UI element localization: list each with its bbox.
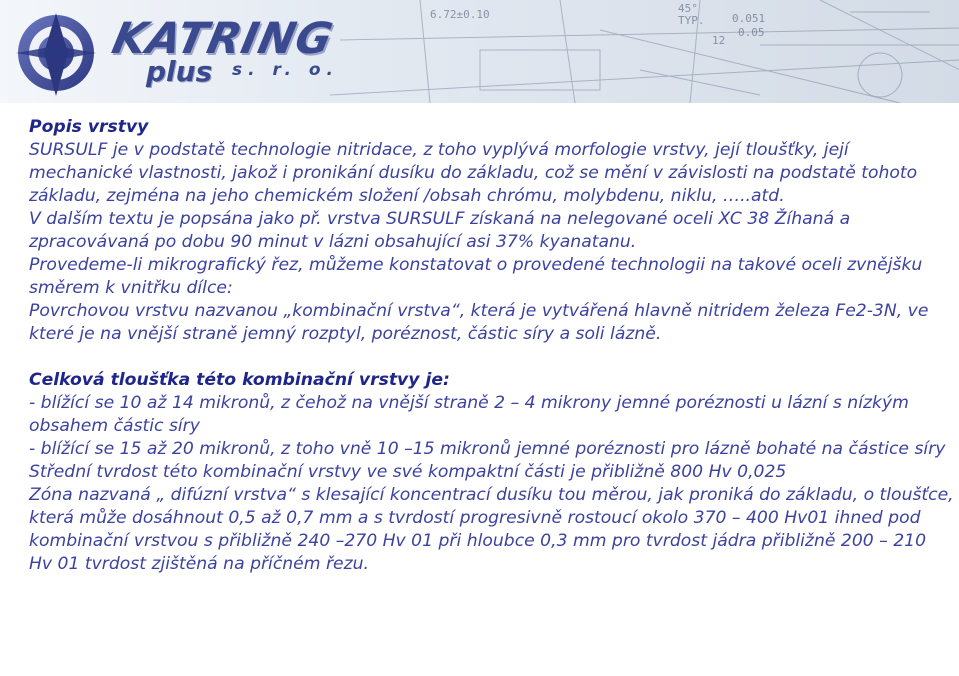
document-body (29, 116, 954, 576)
logo-wordmark: KATRING (107, 14, 338, 64)
section-heading: Popis vrstvy (29, 117, 149, 137)
drawing-annotation: 45° (678, 2, 698, 15)
drawing-annotation: TYP. (678, 14, 705, 27)
list-item: - blížící se 15 až 20 mikronů, z toho vně 10 –15 mikronů jemné poréznosti pro lázně bohaté na částice síry (29, 439, 946, 459)
drawing-annotation: 12 (712, 34, 726, 47)
paragraph: Zóna nazvaná „ difúzní vrstva“ s klesající koncentrací dusíku tou měrou, jak proniká do základu, o tloušťce, která může dosáhnout 0,5 až 0,7 mm a s tvrdostí progresivně rostoucí okolo 370 – 400 Hv01 ihned pod kombinační vrstvou s přibližně 240 –270 Hv 01 při hloubce 0,3 mm pro tvrdost jádra přibližně 200 – 210 Hv 01 tvrdost zjištěná na příčném řezu. (29, 485, 954, 574)
paragraph: Střední tvrdost této kombinační vrstvy ve své kompaktní části je přibližně 800 Hv 0,025 (29, 462, 787, 482)
paragraph: Provedeme-li mikrografický řez, můžeme konstatovat o provedené technologii na takové oceli zvnějšku směrem k vnitřku dílce: (29, 255, 923, 298)
paragraph: Povrchovou vrstvu nazvanou „kombinační vrstva“, která je vytvářená hlavně nitridem železa Fe2-3N, ve které je na vnější straně jemný rozptyl, poréznost, částic síry a soli lázně. (29, 301, 929, 344)
list-item: - blížící se 10 až 14 mikronů, z čehož na vnější straně 2 – 4 mikrony jemné poréznosti u lázní s nízkým obsahem částic síry (29, 393, 909, 436)
logo-sro: s. r. o. (232, 60, 339, 80)
drawing-annotation: 0.051 (732, 12, 766, 25)
header-banner (0, 0, 959, 103)
paragraph: SURSULF je v podstatě technologie nitridace, z toho vyplývá morfologie vrstvy, její tloušťky, její mechanické vlastnosti, jakož i pronikání dusíku do základu, což se mění v závislosti na podstatě tohoto základu, zejména na jeho chemickém složení /obsah chrómu, molybdenu, niklu, …..atd. (29, 140, 918, 206)
katring-emblem-icon (6, 8, 106, 98)
spacer (29, 346, 954, 369)
section-heading: Celková tloušťka této kombinační vrstvy je: (29, 370, 450, 390)
logo-plus: plus (146, 55, 213, 88)
drawing-annotation: 0.05 (738, 26, 765, 39)
paragraph: V dalším textu je popsána jako př. vrstva SURSULF získaná na nelegované oceli XC 38 Žíhaná a zpracovávaná po dobu 90 minut v lázni obsahující asi 37% kyanatanu. (29, 209, 851, 252)
drawing-annotation: 6.72±0.10 (430, 8, 490, 21)
